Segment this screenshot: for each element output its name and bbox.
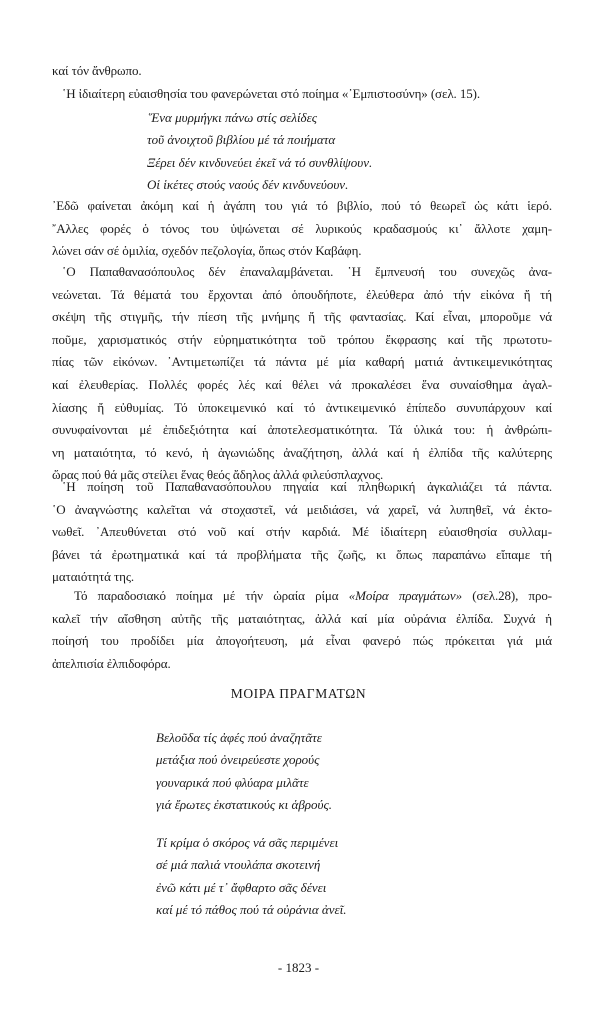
poem-stanza: [156, 727, 332, 817]
text-line: ῎Αλλες φορές ὁ τόνος του ὑψώνεται σέ λυρικούς κραδασμούς κι᾽ ἄλλοτε χαμη-: [52, 220, 552, 236]
quote-line: ῞Ενα μυρμήγκι πάνω στίς σελίδες: [147, 110, 317, 125]
poem-line: γουναρικά πού φλύαρα μιλᾶτε: [156, 774, 309, 790]
text-line: λώνει σάν σέ ὁμιλία, σχεδόν πεζολογία, ὅπως στόν Καβάφη.: [52, 243, 362, 259]
text-line: καί τόν ἄνθρωπο.: [52, 63, 142, 78]
poem-line: γιά ἔρωτες ἐκστατικούς κι ἁβρούς.: [156, 797, 333, 813]
poem-line: μετάξια πού ὀνειρεύεστε χορούς: [156, 752, 320, 768]
text-line: νωθεῖ. ᾽Απευθύνεται στό νοῦ καί στήν καρδιά. Μέ ἰδιαίτερη εὐαισθησία συλλαμ-: [52, 524, 552, 540]
text-line: ποῦμε, χαρισματικός στήν εὐρηματικότητα τοῦ τρόπου ἔκφρασης καί τῆς πρωτοτυ-: [52, 331, 552, 347]
poem-line: ἐνῶ κάτι μέ τ᾽ ἄφθαρτο σᾶς δένει: [156, 879, 327, 895]
text-line: ῾Ο ἀναγνώστης καλεῖται νά στοχαστεῖ, νά μειδιάσει, νά χαρεῖ, νά λυπηθεῖ, νά ἐκτο-: [52, 501, 552, 517]
text-run: (σελ.28), προ-: [462, 588, 552, 603]
text-line: ῾Η ποίηση τοῦ Παπαθανασόπουλου πηγαία καί πληθωρική ἀγκαλιάζει τά πάντα.: [62, 479, 552, 494]
paragraph: [52, 585, 552, 675]
paragraph: [52, 476, 552, 589]
text-line: ποίησή του προδίδει μία ἀπογοήτευση, μά εἶναι φανερό πώς πρόκειται γιά μιά: [52, 633, 552, 649]
text-line: πίας τῶν εἰκόνων. ᾽Αντιμετωπίζει τά πάντα μέ μία καθαρή ματιά ἀντικειμενικότητας: [52, 354, 552, 370]
intro-text: [52, 60, 552, 105]
paragraph: [52, 261, 552, 487]
poem-reference: «Μοίρα πραγμάτων»: [348, 588, 462, 603]
text-line: βάνει τά ἐρωτηματικά καί τά προβλήματα τῆς ζωῆς, κι ὅπως παραπάνω εἴπαμε τή: [52, 546, 552, 562]
text-run: Τό παραδοσιακό ποίημα μέ τήν ὡραία ρίμα: [74, 588, 349, 603]
text-line: νη ματαιότητα, τό κενό, ἡ ἀγωνιώδης ἀναζήτηση, ἀλλά καί ἡ ἐλπίδα τῆς καλύτερης: [52, 444, 552, 460]
text-line: καί ἐλευθερίας. Πολλές φορές λές καί θέλει νά προκαλέσει ἕνα συναίσθημα ἀγαλ-: [52, 376, 552, 392]
poem-line: σέ μιά παλιά ντουλάπα σκοτεινή: [156, 857, 321, 873]
poem-line: Τί κρίμα ὁ σκόρος νά σᾶς περιμένει: [156, 835, 339, 850]
text-line: συνυφαίνονται μέ ἐπιδεξιότητα καί ἀποτελεσματικότητα. Τά ὑλικά του: ἡ ἀνθρώπι-: [52, 422, 552, 438]
text-line: καλεῖ τήν αἴσθηση αὐτῆς τῆς ματαιότητας, ἀλλά καί μία οὐράνια ἐλπίδα. Συχνά ἡ: [52, 610, 552, 626]
poem-line: Βελοῦδα τίς ἀφές πού ἀναζητᾶτε: [156, 730, 322, 745]
quote-line: τοῦ ἀνοιχτοῦ βιβλίου μέ τά ποιήματα: [147, 132, 336, 148]
text-line: ᾽Εδῶ φαίνεται ἀκόμη καί ἡ ἀγάπη του γιά τό βιβλίο, πού τό θεωρεῖ ὡς κάτι ἱερό.: [52, 198, 552, 213]
poem-stanza: [156, 832, 347, 922]
paragraph: [52, 195, 552, 263]
page-number: - 1823 -: [277, 960, 320, 975]
quote-line: Ξέρει δέν κινδυνεύει ἐκεῖ νά τό συνθλίψουν.: [147, 154, 373, 170]
text-line: ἀπελπισία ἐλπιδοφόρα.: [52, 655, 171, 671]
text-line: λίασης ἤ εὐθυμίας. Τό ὑποκειμενικό καί τό ἀντικειμενικό ἐπίπεδο συνυπάρχουν καί: [52, 399, 552, 415]
text-line: νεώνεται. Τά θέματά του ἔρχονται ἀπό ὁπουδήποτε, ἐλεύθερα ἀπό τήν εἰκόνα ἤ τή: [52, 286, 552, 302]
text-line: σκέψη τῆς στιγμῆς, τήν πίεση τῆς μνήμης ἤ τῆς φαντασίας. Καί εἶναι, μποροῦμε νά: [52, 309, 552, 325]
text-line: ῾Η ἰδιαίτερη εὐαισθησία του φανερώνεται στό ποίημα «᾽Εμπιστοσύνη» (σελ. 15).: [62, 85, 480, 101]
poem-line: καί μέ τό πάθος πού τά οὐράνια ἀνεῖ.: [156, 902, 347, 918]
quote-line: Οἱ ἱκέτες στούς ναούς δέν κινδυνεύουν.: [147, 177, 349, 193]
text-line: [52, 585, 552, 608]
text-line: ῾Ο Παπαθανασόπουλος δέν ἐπαναλαμβάνεται. ῾Η ἔμπνευσή του συνεχῶς ἀνα-: [62, 264, 552, 279]
text-line: ματαιότητά της.: [52, 569, 135, 585]
text-line: ὥρας πού θά μᾶς στείλει ἕνας θεός ἄδηλος ἀλλά φιλεύσπλαχνος.: [52, 467, 384, 483]
poem-title: ΜΟΙΡΑ ΠΡΑΓΜΑΤΩΝ: [230, 686, 367, 701]
quoted-stanza: [147, 107, 372, 197]
